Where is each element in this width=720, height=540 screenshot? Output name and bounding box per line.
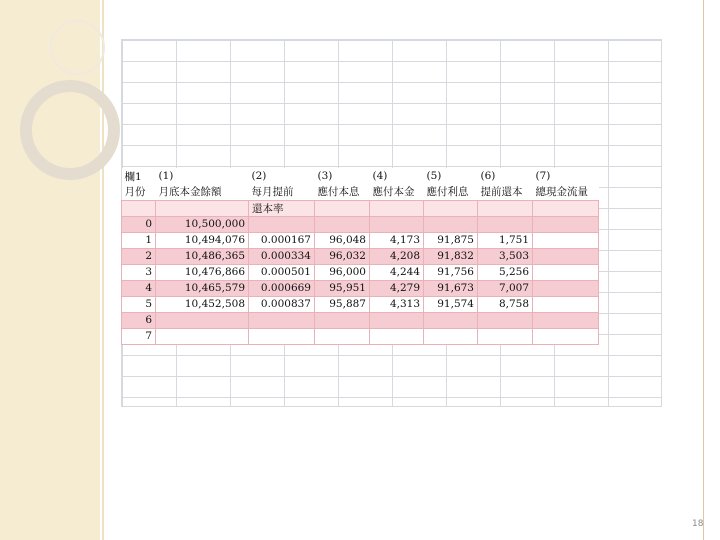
- column-header: 每月提前: [249, 184, 315, 200]
- table-row: [122, 280, 599, 296]
- column-header-continued: 還本率: [249, 200, 315, 216]
- left-decorative-band: [0, 0, 100, 540]
- table-cell: [533, 280, 599, 296]
- table-cell: 10,452,508: [156, 296, 249, 312]
- table-row: [122, 312, 599, 328]
- table-header-row-2: [122, 200, 599, 216]
- table-cell: [370, 312, 424, 328]
- table-cell: 91,756: [424, 264, 478, 280]
- table-cell: 1,751: [478, 232, 533, 248]
- table-cell: 10,465,579: [156, 280, 249, 296]
- decorative-ring-large: [20, 80, 120, 180]
- table-cell: [424, 216, 478, 232]
- right-margin-rule: [703, 0, 704, 540]
- col-number: (2): [249, 168, 315, 184]
- table-cell: [156, 328, 249, 344]
- table-cell: 0: [122, 216, 156, 232]
- table-row: [122, 232, 599, 248]
- table-cell: 6: [122, 312, 156, 328]
- table-cell: [533, 264, 599, 280]
- table-cell: [370, 216, 424, 232]
- table-cell: 4: [122, 280, 156, 296]
- table-cell: [424, 312, 478, 328]
- table-cell: 95,951: [315, 280, 370, 296]
- table-cell: 4,313: [370, 296, 424, 312]
- col-number: (7): [533, 168, 599, 184]
- table-cell: [249, 328, 315, 344]
- table-cell: 4,279: [370, 280, 424, 296]
- table-body: [122, 216, 599, 344]
- column-header: 應付本金: [370, 184, 424, 200]
- table-cell: 91,673: [424, 280, 478, 296]
- table-row: [122, 248, 599, 264]
- table-cell: 0.000334: [249, 248, 315, 264]
- table-cell: 5: [122, 296, 156, 312]
- table-cell: [533, 312, 599, 328]
- table-cell: 91,875: [424, 232, 478, 248]
- col-number: (6): [478, 168, 533, 184]
- table-cell: 96,032: [315, 248, 370, 264]
- table-cell: 0.000501: [249, 264, 315, 280]
- table-cell: 5,256: [478, 264, 533, 280]
- table-cell: 1: [122, 232, 156, 248]
- table-cell: [370, 328, 424, 344]
- table-cell: [533, 216, 599, 232]
- table-cell: [315, 312, 370, 328]
- table-cell: [315, 328, 370, 344]
- table-header-row: [122, 184, 599, 200]
- decorative-ring-small: [50, 20, 105, 75]
- table-row: [122, 296, 599, 312]
- table-column-number-row: [122, 168, 599, 184]
- col-number: (4): [370, 168, 424, 184]
- table-cell: 0.000669: [249, 280, 315, 296]
- table-cell: [249, 216, 315, 232]
- left-band-divider: [102, 0, 104, 540]
- table-cell: [156, 312, 249, 328]
- table-cell: [533, 248, 599, 264]
- table-cell: [249, 312, 315, 328]
- col-number: (5): [424, 168, 478, 184]
- table-cell: 7: [122, 328, 156, 344]
- table-cell: [533, 328, 599, 344]
- table-cell: 10,486,365: [156, 248, 249, 264]
- table-cell: [315, 216, 370, 232]
- table-cell: 4,244: [370, 264, 424, 280]
- table-cell: [478, 328, 533, 344]
- table-cell: 2: [122, 248, 156, 264]
- table-cell: [478, 216, 533, 232]
- table-cell: [533, 296, 599, 312]
- table-title: 欄1: [122, 168, 156, 184]
- cashflow-table: [121, 168, 599, 345]
- page-number: 18: [692, 519, 704, 529]
- table-cell: 4,173: [370, 232, 424, 248]
- table-row: [122, 328, 599, 344]
- table-cell: 3: [122, 264, 156, 280]
- table-cell: 10,494,076: [156, 232, 249, 248]
- table-cell: [424, 328, 478, 344]
- table-cell: 0.000167: [249, 232, 315, 248]
- table-cell: 3,503: [478, 248, 533, 264]
- table-cell: 10,476,866: [156, 264, 249, 280]
- table-cell: 96,000: [315, 264, 370, 280]
- table-cell: 91,574: [424, 296, 478, 312]
- table-cell: [533, 232, 599, 248]
- col-number: (1): [156, 168, 249, 184]
- table-cell: 0.000837: [249, 296, 315, 312]
- table-cell: 95,887: [315, 296, 370, 312]
- table-cell: 91,832: [424, 248, 478, 264]
- table-row: [122, 216, 599, 232]
- column-header: 月底本金餘額: [156, 184, 249, 200]
- column-header: 提前還本: [478, 184, 533, 200]
- table-cell: 4,208: [370, 248, 424, 264]
- column-header: 應付本息: [315, 184, 370, 200]
- column-header: 總現金流量: [533, 184, 599, 200]
- table-cell: [478, 312, 533, 328]
- table-cell: 96,048: [315, 232, 370, 248]
- table-row: [122, 264, 599, 280]
- col-number: (3): [315, 168, 370, 184]
- table-cell: 7,007: [478, 280, 533, 296]
- table-cell: 8,758: [478, 296, 533, 312]
- column-header: 月份: [122, 184, 156, 200]
- table-cell: 10,500,000: [156, 216, 249, 232]
- column-header: 應付利息: [424, 184, 478, 200]
